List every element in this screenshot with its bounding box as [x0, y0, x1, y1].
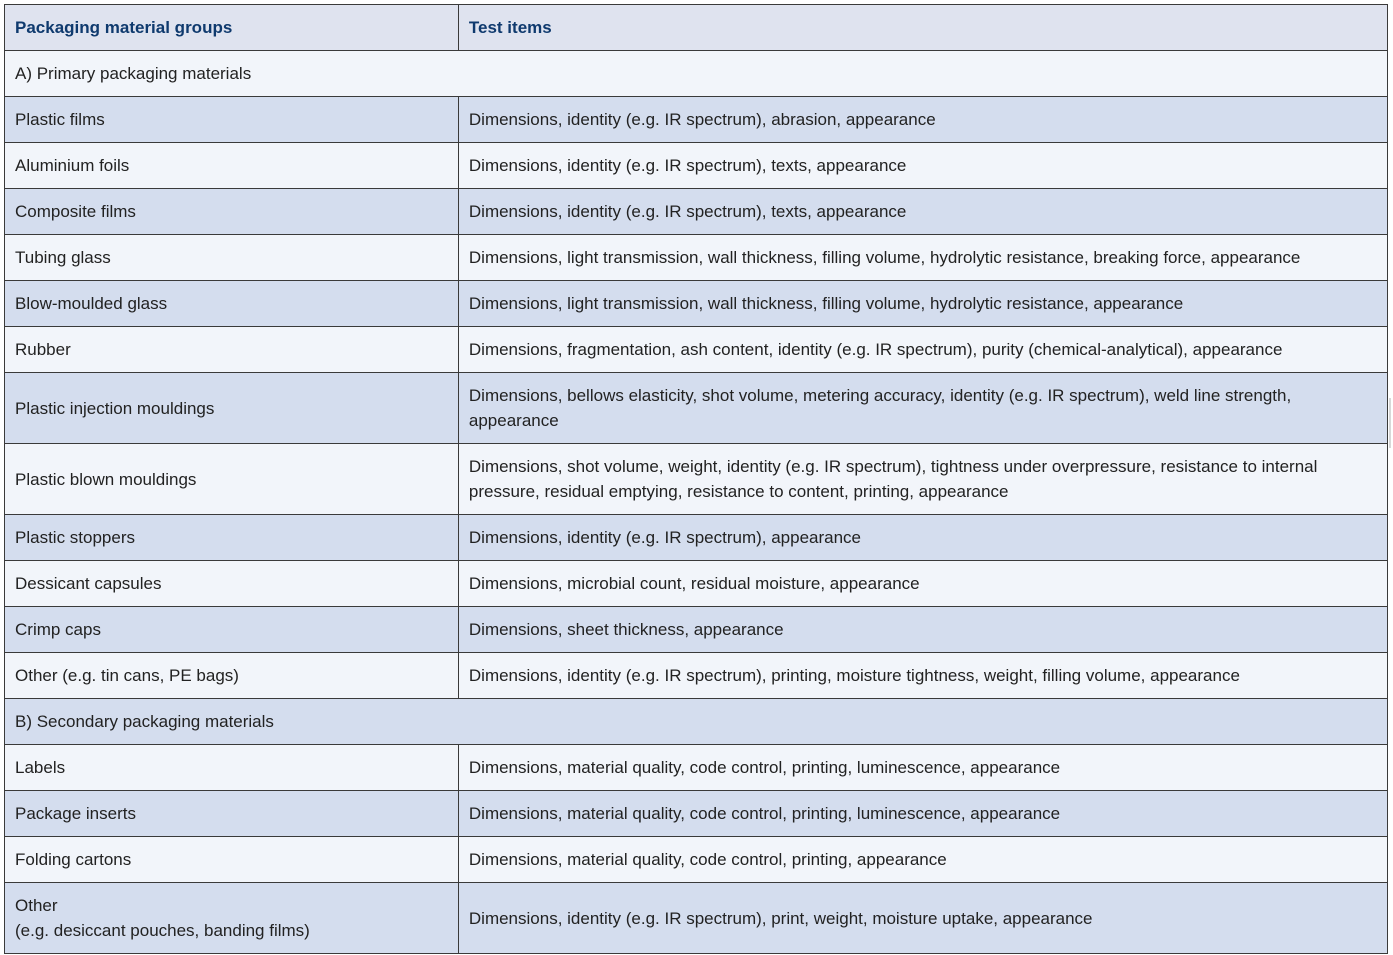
header-test-items: Test items	[458, 5, 1387, 51]
material-group-line: (e.g. desiccant pouches, banding films)	[15, 921, 310, 940]
table-row	[5, 791, 1388, 837]
material-group-cell: Aluminium foils	[5, 143, 459, 189]
test-items-cell: Dimensions, identity (e.g. IR spectrum), appearance	[458, 515, 1387, 561]
test-items-cell: Dimensions, light transmission, wall thickness, filling volume, hydrolytic resistance, breaking force, appearance	[458, 235, 1387, 281]
table-row	[5, 97, 1388, 143]
table-header-row	[5, 5, 1388, 51]
test-items-cell: Dimensions, identity (e.g. IR spectrum), printing, moisture tightness, weight, filling volume, appearance	[458, 653, 1387, 699]
table-row	[5, 745, 1388, 791]
test-items-line: appearance	[468, 411, 559, 430]
material-group-line: Other	[15, 896, 58, 915]
material-group-cell: Composite films	[5, 189, 459, 235]
test-items-line: pressure, residual emptying, resistance to content, printing, appearance	[468, 482, 1009, 501]
section-row-secondary	[5, 699, 1388, 745]
material-group-cell: Plastic blown mouldings	[5, 444, 459, 515]
material-group-cell: Plastic films	[5, 97, 459, 143]
scrollbar-edge-mark	[1389, 398, 1391, 448]
test-items-cell: Dimensions, material quality, code control, printing, luminescence, appearance	[458, 745, 1387, 791]
test-items-cell: Dimensions, microbial count, residual moisture, appearance	[458, 561, 1387, 607]
material-group-cell: Plastic injection mouldings	[5, 373, 459, 444]
test-items-cell: Dimensions, identity (e.g. IR spectrum), print, weight, moisture uptake, appearance	[458, 883, 1387, 954]
table-row	[5, 837, 1388, 883]
test-items-line: Dimensions, bellows elasticity, shot volume, metering accuracy, identity (e.g. IR spectrum), weld line strength,	[468, 386, 1292, 405]
test-items-cell: Dimensions, material quality, code control, printing, luminescence, appearance	[458, 791, 1387, 837]
material-group-cell: Package inserts	[5, 791, 459, 837]
table-row	[5, 444, 1388, 515]
test-items-cell: Dimensions, material quality, code control, printing, appearance	[458, 837, 1387, 883]
packaging-test-table	[4, 4, 1388, 954]
table-row	[5, 883, 1388, 954]
material-group-cell	[5, 883, 459, 954]
table-row	[5, 143, 1388, 189]
material-group-cell: Dessicant capsules	[5, 561, 459, 607]
table-row	[5, 235, 1388, 281]
material-group-cell: Crimp caps	[5, 607, 459, 653]
material-group-cell: Folding cartons	[5, 837, 459, 883]
material-group-cell: Tubing glass	[5, 235, 459, 281]
table-row	[5, 189, 1388, 235]
table-row	[5, 607, 1388, 653]
test-items-line: Dimensions, shot volume, weight, identity (e.g. IR spectrum), tightness under overpressure, resistance to internal	[468, 457, 1318, 476]
test-items-cell: Dimensions, fragmentation, ash content, identity (e.g. IR spectrum), purity (chemical-analytical), appearance	[458, 327, 1387, 373]
material-group-cell: Rubber	[5, 327, 459, 373]
material-group-cell: Plastic stoppers	[5, 515, 459, 561]
section-row-primary	[5, 51, 1388, 97]
header-material-groups: Packaging material groups	[5, 5, 459, 51]
test-items-cell: Dimensions, identity (e.g. IR spectrum), abrasion, appearance	[458, 97, 1387, 143]
material-group-cell: Blow-moulded glass	[5, 281, 459, 327]
test-items-cell: Dimensions, sheet thickness, appearance	[458, 607, 1387, 653]
table-row	[5, 281, 1388, 327]
section-title-secondary: B) Secondary packaging materials	[5, 699, 1388, 745]
test-items-cell: Dimensions, identity (e.g. IR spectrum), texts, appearance	[458, 143, 1387, 189]
material-group-cell: Labels	[5, 745, 459, 791]
table-row	[5, 561, 1388, 607]
material-group-cell: Other (e.g. tin cans, PE bags)	[5, 653, 459, 699]
test-items-cell: Dimensions, light transmission, wall thickness, filling volume, hydrolytic resistance, appearance	[458, 281, 1387, 327]
table-row	[5, 515, 1388, 561]
table-row	[5, 327, 1388, 373]
table-row	[5, 653, 1388, 699]
section-title-primary: A) Primary packaging materials	[5, 51, 1388, 97]
test-items-cell: Dimensions, identity (e.g. IR spectrum), texts, appearance	[458, 189, 1387, 235]
table-row	[5, 373, 1388, 444]
test-items-cell	[458, 444, 1387, 515]
test-items-cell	[458, 373, 1387, 444]
